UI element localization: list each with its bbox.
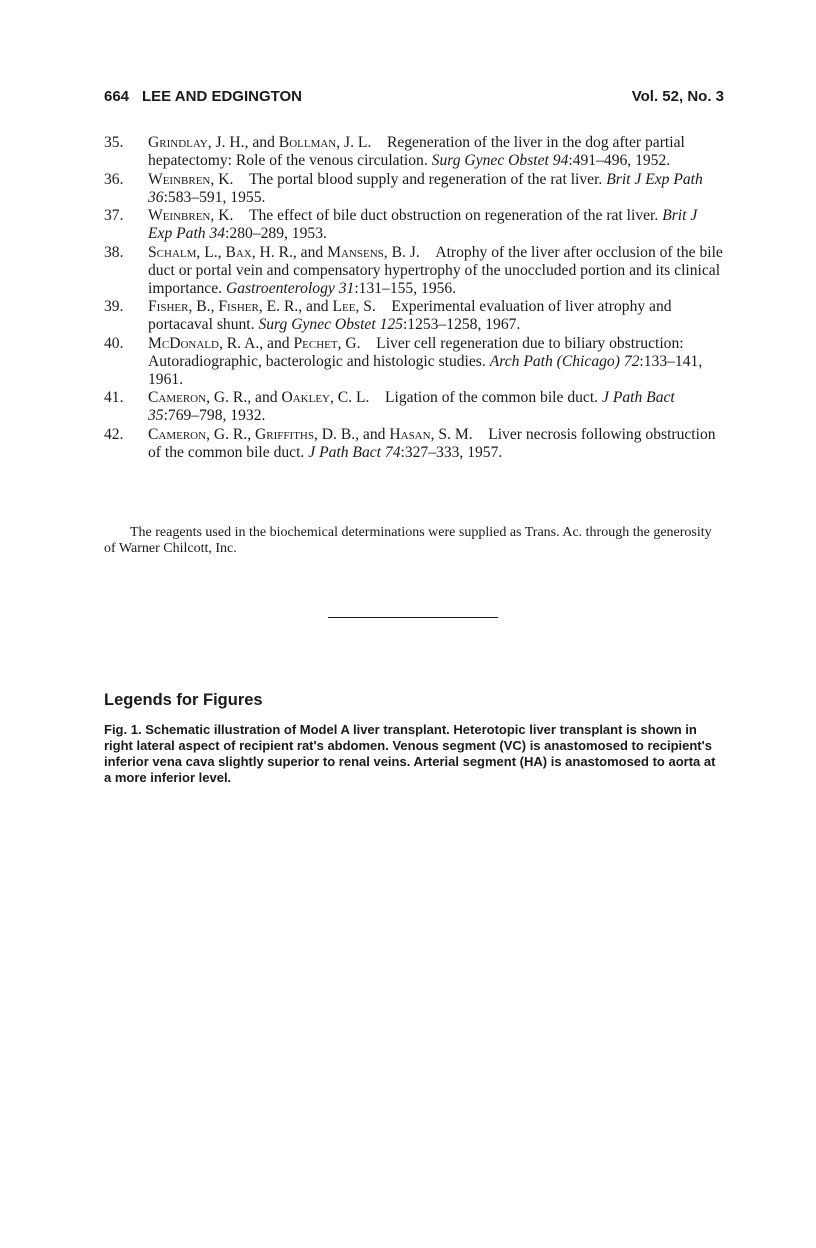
reference-author: Mansens [327, 243, 384, 261]
reference-author-initials: , K. [210, 170, 234, 188]
reference-item [104, 134, 724, 170]
reference-title: Ligation of the common bile duct. [385, 389, 599, 406]
reference-author: Oakley [281, 389, 330, 406]
reference-title: Liver cell regeneration due to biliary obstruction: Autoradiographic, bacterologic and histologic studies. [148, 334, 684, 370]
reference-number: 41. [104, 389, 124, 406]
figure-legend-text: Schematic illustration of Model A liver transplant. Heterotopic liver transplant is shown in right lateral aspect of recipient rat's abdomen. Venous segment (VC) is anastomosed to recipient's inferior vena cava slightly superior to renal veins. Arterial segment (HA) is anastomosed to aorta at a more inferior level. [104, 722, 716, 785]
reference-author-initials: , R. A., and [218, 334, 294, 352]
reference-author-initials: , L., [196, 243, 226, 261]
reference-author: Weinbren [148, 170, 211, 188]
reference-volume: 35 [148, 407, 164, 424]
reference-author-initials: , B. J. [383, 243, 420, 261]
reference-author: Hasan [389, 425, 431, 443]
reference-number: 42. [104, 425, 124, 443]
reference-number: 37. [104, 207, 124, 224]
reference-author: McDonald [148, 334, 219, 352]
reference-author-initials: , G. R., and [206, 389, 282, 406]
reference-title: Atrophy of the liver after occlusion of the bile duct or portal vein and compensatory hypertrophy of the unoccluded portion and its clinical importance. [148, 243, 723, 297]
reference-author: Fisher [148, 298, 189, 315]
reference-volume: 72 [623, 352, 640, 370]
reference-author: Bollman [278, 134, 337, 151]
reference-author: Schalm [148, 243, 197, 261]
reference-author-initials: , J. H., and [207, 134, 279, 151]
reference-item [104, 426, 724, 462]
reference-author-initials: , J. L. [336, 134, 372, 151]
reference-pages: :583–591, 1955. [163, 188, 266, 206]
section-divider [328, 617, 498, 618]
reference-author-initials: , B., [188, 298, 219, 315]
reference-author: Griffiths [255, 425, 314, 443]
reference-journal: Brit J Exp Path [606, 170, 703, 188]
reference-number: 38. [104, 243, 124, 261]
figure-legend-label: Fig. 1. [104, 722, 142, 737]
reference-author-initials: , S. [355, 298, 376, 315]
reference-pages: :327–333, 1957. [400, 443, 503, 461]
reference-pages: :1253–1258, 1967. [402, 316, 521, 333]
reference-item [104, 389, 724, 425]
reference-journal: Brit J Exp Path [148, 207, 698, 242]
reference-journal: Surg Gynec Obstet [431, 152, 549, 169]
reference-number: 39. [104, 298, 124, 315]
reference-pages: :131–155, 1956. [354, 279, 457, 297]
volume-info: Vol. 52, No. 3 [631, 88, 724, 105]
reference-author-initials: , G. [337, 334, 361, 352]
reference-item [104, 171, 724, 207]
reference-author-initials: , D. B., and [313, 425, 390, 443]
reference-author-initials: , S. M. [430, 425, 473, 443]
reference-author: Cameron [148, 425, 207, 443]
reference-journal: Gastroenterology [225, 279, 335, 297]
reference-author-initials: , G. R., [206, 425, 256, 443]
reference-list [104, 134, 724, 462]
reference-item [104, 244, 724, 298]
reference-author: Lee [332, 298, 356, 315]
reference-volume: 125 [379, 316, 403, 333]
reference-author: Fisher [218, 298, 259, 315]
reference-volume: 94 [552, 152, 569, 169]
reference-item [104, 298, 724, 334]
reference-author: Pechet [293, 334, 338, 352]
reference-author-initials: , E. R., and [258, 298, 333, 315]
reference-title: The effect of bile duct obstruction on regeneration of the rat liver. [248, 207, 659, 224]
reference-author-initials: , K. [210, 207, 234, 224]
reference-journal: J Path Bact [602, 389, 675, 406]
reference-journal: Surg Gynec Obstet [258, 316, 376, 333]
reference-number: 35. [104, 134, 124, 151]
reference-author: Grindlay [148, 134, 208, 151]
reference-author: Bax [225, 243, 252, 261]
figure-legend [104, 722, 724, 786]
reference-volume: 74 [384, 443, 401, 461]
reference-volume: 36 [148, 188, 164, 206]
reference-pages: :491–496, 1952. [568, 152, 671, 169]
reference-number: 40. [104, 334, 124, 352]
reference-volume: 34 [209, 225, 226, 242]
reference-pages: :280–289, 1953. [225, 225, 327, 242]
running-header [104, 88, 724, 110]
reference-title: Regeneration of the liver in the dog after partial hepatectomy: Role of the venous circulation. [148, 134, 685, 169]
reference-pages: :133–141, 1961. [148, 352, 703, 388]
running-title: LEE AND EDGINGTON [142, 88, 303, 105]
page-number: 664 [104, 88, 130, 105]
reference-journal: J Path Bact [308, 443, 381, 461]
reference-author: Weinbren [148, 207, 211, 224]
reference-author-initials: , C. L. [330, 389, 370, 406]
reference-item [104, 207, 724, 243]
reference-author: Cameron [148, 389, 207, 406]
reference-item [104, 335, 724, 389]
reference-title: The portal blood supply and regeneration of the rat liver. [248, 170, 603, 188]
reference-title: Liver necrosis following obstruction of the common bile duct. [148, 425, 716, 461]
legends-heading: Legends for Figures [104, 691, 263, 709]
reference-pages: :769–798, 1932. [163, 407, 266, 424]
reference-journal: Arch Path (Chicago) [489, 352, 620, 370]
reference-number: 36. [104, 170, 124, 188]
reference-title: Experimental evaluation of liver atrophy and portacaval shunt. [148, 298, 672, 333]
acknowledgment: The reagents used in the biochemical determinations were supplied as Trans. Ac. through the generosity of Warner Chilcott, Inc. [104, 525, 712, 556]
reference-volume: 31 [338, 279, 355, 297]
reference-author-initials: , H. R., and [251, 243, 328, 261]
